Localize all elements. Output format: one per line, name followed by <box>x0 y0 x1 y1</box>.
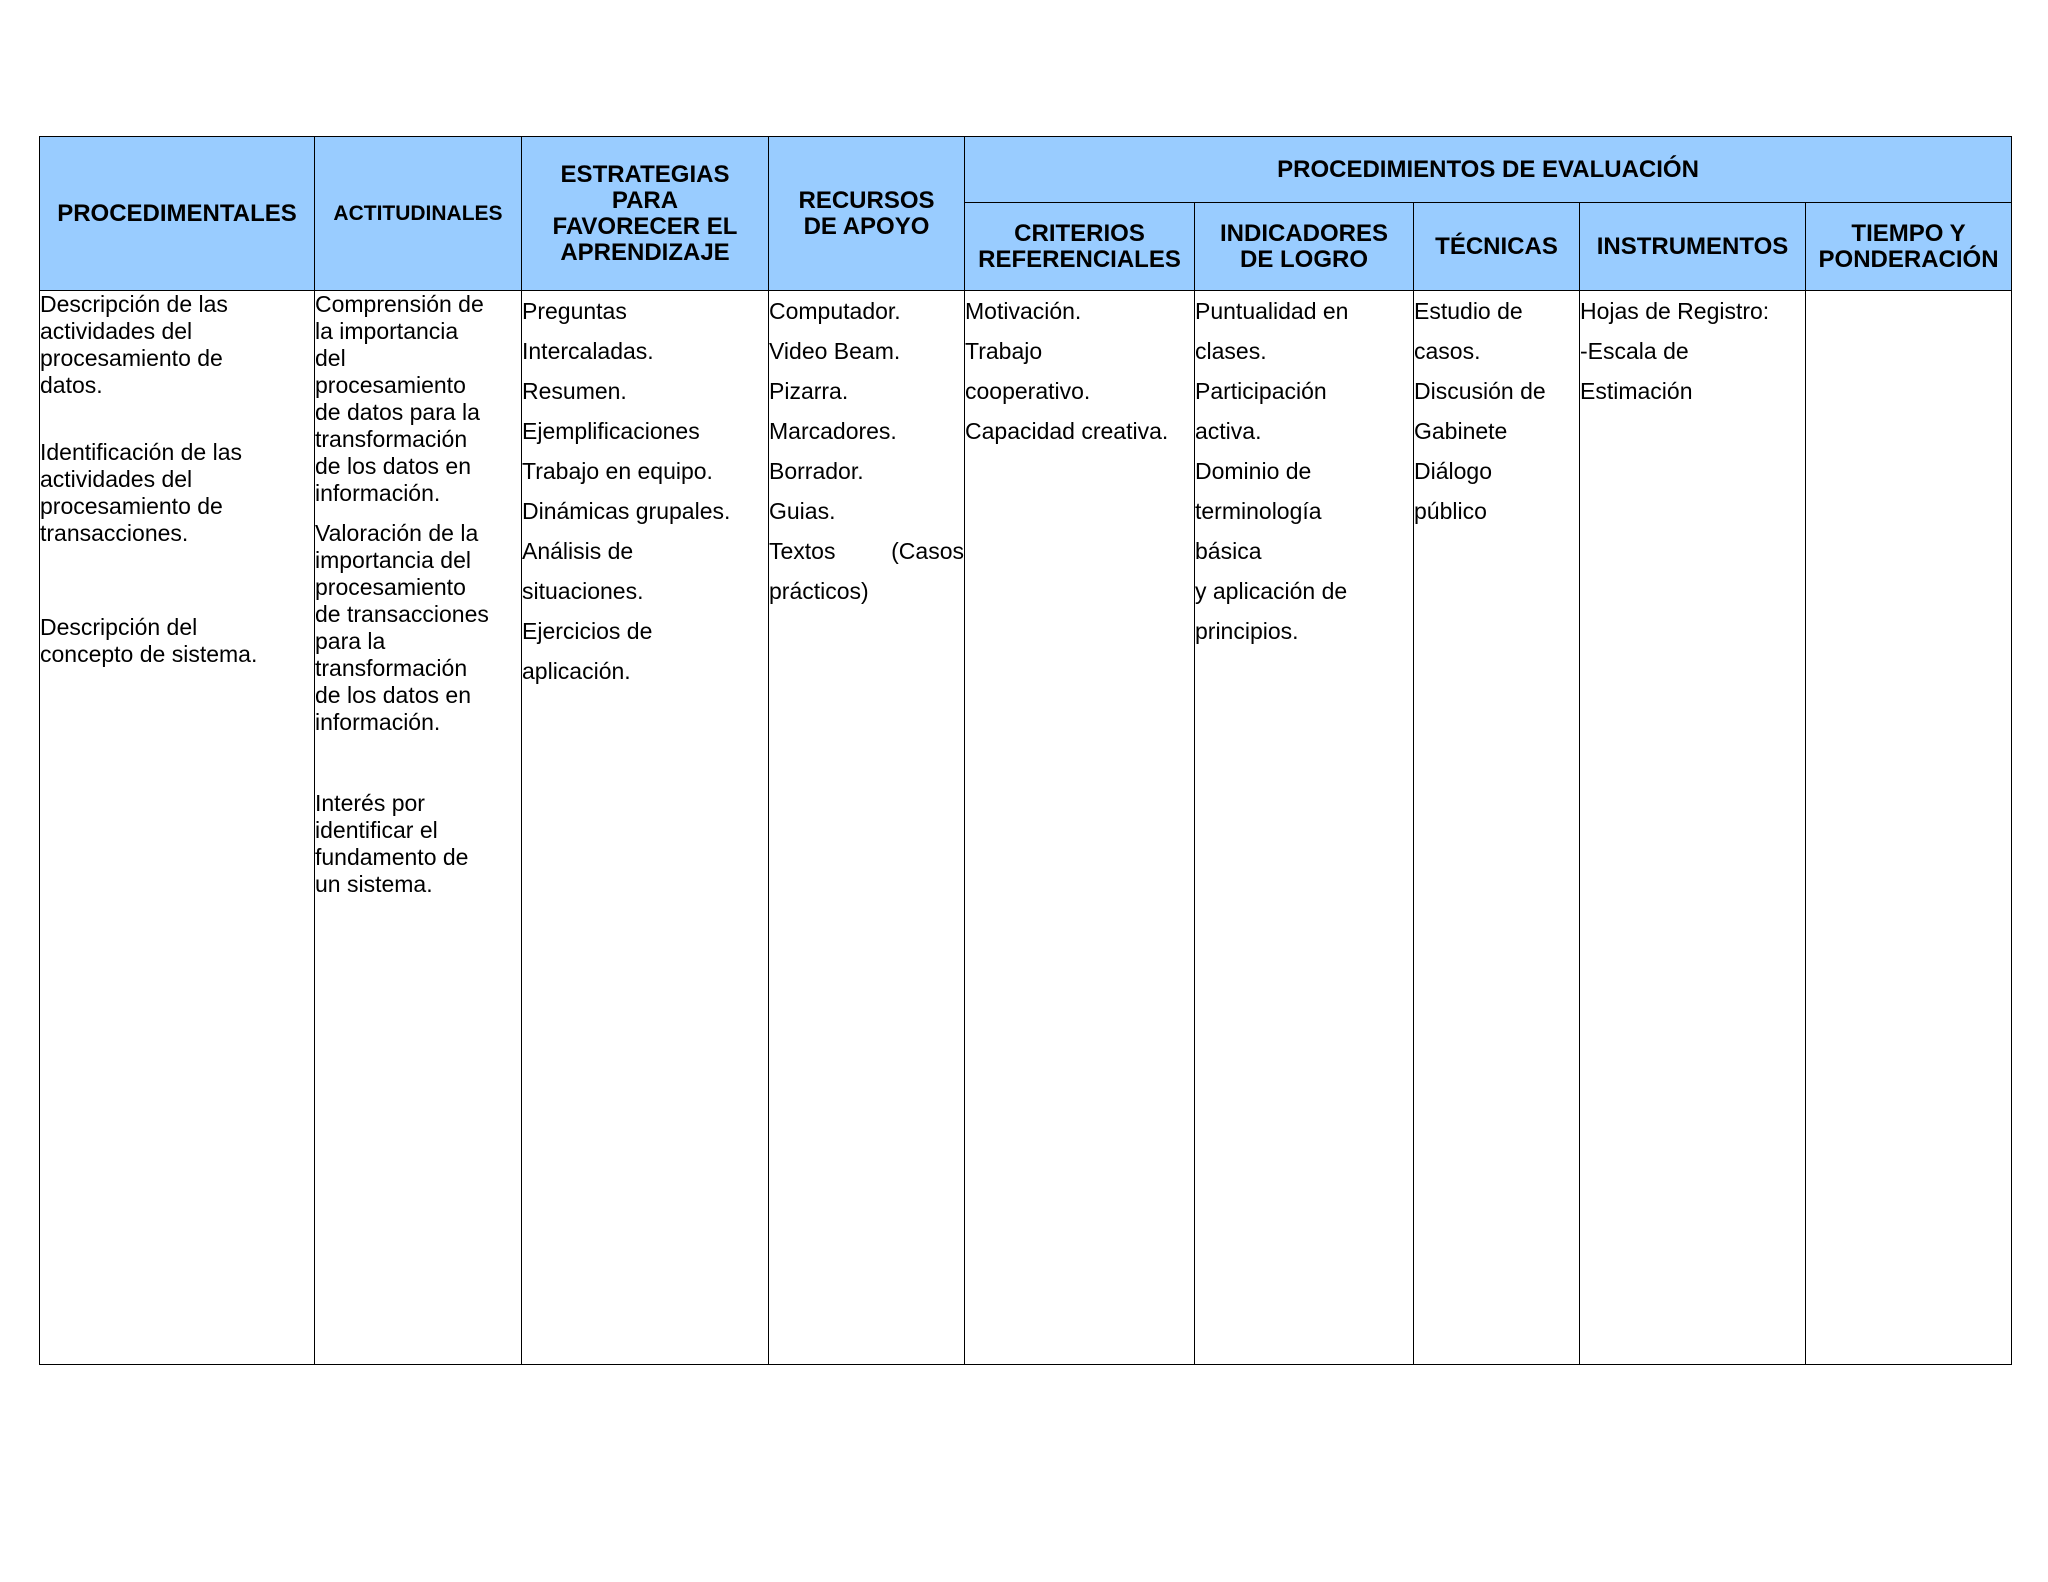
criterio-line: Trabajo <box>965 338 1043 364</box>
cell-criterios <box>965 291 1195 1365</box>
indicador-line: básica <box>1195 538 1262 564</box>
recurso-textos-line <box>769 531 964 571</box>
criterio-line: Motivación. <box>965 298 1082 324</box>
recurso-line: Guias. <box>769 498 836 524</box>
criterio-line: cooperativo. <box>965 378 1091 404</box>
header-estrategias: ESTRATEGIAS PARA FAVORECER EL APRENDIZAJE <box>522 137 769 291</box>
tecnica-line: Estudio de <box>1414 298 1523 324</box>
header-instrumentos: INSTRUMENTOS <box>1580 203 1806 291</box>
recurso-line: Marcadores. <box>769 418 897 444</box>
header-indicadores: INDICADORES DE LOGRO <box>1195 203 1414 291</box>
recurso-line: Video Beam. <box>769 338 901 364</box>
recurso-line: prácticos) <box>769 578 869 604</box>
tecnica-line: Gabinete <box>1414 418 1508 444</box>
estrategia-line: aplicación. <box>522 658 631 684</box>
cell-indicadores <box>1195 291 1414 1365</box>
recurso-line: Computador. <box>769 298 901 324</box>
estrategia-line: Resumen. <box>522 378 627 404</box>
header-recursos: RECURSOS DE APOYO <box>769 137 965 291</box>
header-criterios: CRITERIOS REFERENCIALES <box>965 203 1195 291</box>
estrategia-line: situaciones. <box>522 578 644 604</box>
actitudinal-item: Valoración de la importancia del procesamiento de transacciones para la transformación de los datos en información. <box>315 520 489 735</box>
estrategia-line: Dinámicas grupales. <box>522 498 731 524</box>
cell-tiempo <box>1806 291 2012 1365</box>
header-tecnicas: TÉCNICAS <box>1414 203 1580 291</box>
indicador-line: terminología <box>1195 498 1322 524</box>
indicador-line: y aplicación de <box>1195 578 1348 604</box>
instrumento-line: -Escala de <box>1580 338 1689 364</box>
cell-actitudinales <box>315 291 522 1365</box>
instrumento-line: Hojas de Registro: <box>1580 298 1770 324</box>
cell-tecnicas <box>1414 291 1580 1365</box>
recurso-line: Pizarra. <box>769 378 849 404</box>
tecnica-line: casos. <box>1414 338 1481 364</box>
estrategia-line: Trabajo en equipo. <box>522 458 713 484</box>
header-tiempo: TIEMPO Y PONDERACIÓN <box>1806 203 2012 291</box>
tecnica-line: público <box>1414 498 1487 524</box>
estrategia-line: Análisis de <box>522 538 634 564</box>
cell-instrumentos <box>1580 291 1806 1365</box>
procedimental-item: Descripción de las actividades del procesamiento de datos. <box>40 291 228 398</box>
estrategia-line: Preguntas <box>522 298 627 324</box>
estrategia-line: Ejemplificaciones <box>522 418 700 444</box>
actitudinal-item: Comprensión de la importancia del procesamiento de datos para la transformación de los datos en información. <box>315 291 484 506</box>
tecnica-line: Discusión de <box>1414 378 1546 404</box>
recurso-line: Borrador. <box>769 458 864 484</box>
instrumento-line: Estimación <box>1580 378 1693 404</box>
tecnica-line: Diálogo <box>1414 458 1492 484</box>
indicador-line: clases. <box>1195 338 1267 364</box>
indicador-line: Puntualidad en <box>1195 298 1349 324</box>
cell-recursos <box>769 291 965 1365</box>
indicador-line: activa. <box>1195 418 1262 444</box>
cell-estrategias <box>522 291 769 1365</box>
header-procedimientos-evaluacion: PROCEDIMIENTOS DE EVALUACIÓN <box>965 137 2012 203</box>
cell-procedimentales <box>40 291 315 1365</box>
estrategia-line: Intercaladas. <box>522 338 654 364</box>
indicador-line: Participación <box>1195 378 1327 404</box>
indicador-line: Dominio de <box>1195 458 1312 484</box>
procedimental-item: Identificación de las actividades del procesamiento de transacciones. <box>40 439 243 546</box>
recurso-textos-right: (Casos <box>891 538 964 564</box>
procedimental-item: Descripción del concepto de sistema. <box>40 614 258 667</box>
header-procedimentales: PROCEDIMENTALES <box>40 137 315 291</box>
header-actitudinales: ACTITUDINALES <box>315 137 522 291</box>
planning-table <box>39 136 2012 1365</box>
indicador-line: principios. <box>1195 618 1299 644</box>
criterio-line: Capacidad creativa. <box>965 418 1169 444</box>
estrategia-line: Ejercicios de <box>522 618 653 644</box>
actitudinal-item: Interés por identificar el fundamento de un sistema. <box>315 790 469 897</box>
recurso-textos-left: Textos <box>769 538 836 564</box>
